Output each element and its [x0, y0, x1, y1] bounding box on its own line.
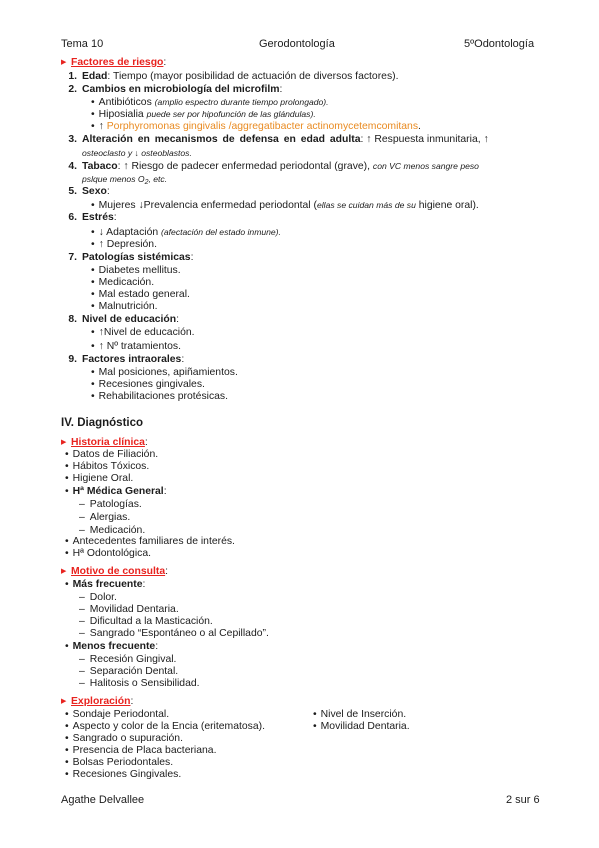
estres-2: • ↑ Depresión.	[91, 239, 157, 252]
hist-3: • Higiene Oral.	[65, 473, 133, 486]
exploracion-title-line: ▶ Exploración:	[61, 696, 134, 707]
pat-2: • Medicación.	[91, 277, 154, 290]
menos-1: – Recesión Gingival.	[79, 654, 176, 667]
risk-item-9: 9. Factores intraorales:	[68, 354, 185, 365]
risk-item-7: 7. Patologías sistémicas:	[68, 252, 194, 263]
bullet-icon: ▶	[61, 439, 67, 446]
pat-1: • Diabetes mellitus.	[91, 265, 181, 278]
pat-3: • Mal estado general.	[91, 289, 190, 302]
micro-2: • Hiposialia puede ser por hipofunción de las glándulas).	[91, 108, 316, 122]
defense-line2: osteoclasto y ↓ osteoblastos.	[82, 148, 192, 158]
expl-6: • Recesiones Gingivales.	[65, 769, 181, 782]
header-left: Tema 10	[61, 38, 104, 50]
intra-3: • Rehabilitaciones protésicas.	[91, 391, 228, 404]
risk-item-6: 6. Estrés:	[68, 212, 117, 223]
risk-item-8: 8. Nivel de educación:	[68, 314, 180, 325]
risk-item-5: 5. Sexo:	[68, 186, 110, 197]
historia-title-line: ▶ Historia clínica:	[61, 437, 148, 448]
hist-6: • Hª Odontológica.	[65, 548, 151, 561]
hist-2: • Hábitos Tóxicos.	[65, 461, 149, 474]
estres-1: • ↓ Adaptación (afectación del estado inmune).	[91, 226, 281, 240]
expl-r1: • Nivel de Inserción.	[313, 709, 406, 722]
bullet-icon: ▶	[61, 698, 67, 705]
colon: :	[163, 57, 167, 68]
sexo-1: • Mujeres ↓Prevalencia enfermedad periodontal (ellas se cuidan más de su higiene oral).	[91, 199, 479, 213]
hmg-1: – Patologías.	[79, 499, 142, 512]
hist-5: • Antecedentes familiares de interés.	[65, 536, 235, 549]
edu-2: • ↑ Nº tratamientos.	[91, 341, 181, 354]
mas-4: – Sangrado “Espontáneo o al Cepillado”.	[79, 628, 269, 641]
menos-3: – Halitosis o Sensibilidad.	[79, 678, 200, 691]
risk-item-1: 1. Edad: Tiempo (mayor posibilidad de actuación de diversos factores).	[68, 71, 399, 82]
expl-2: • Aspecto y color de la Encia (eritematosa).	[65, 721, 265, 734]
expl-5: • Bolsas Periodontales.	[65, 757, 173, 770]
pat-4: • Malnutrición.	[91, 301, 158, 314]
header-right: 5ºOdontología	[464, 38, 535, 50]
bullet-icon: ▶	[61, 59, 67, 66]
risk-item-3: 3. Alteración en mecanismos de defensa en edad adulta: ↑ Respuesta inmunitaria, ↑	[68, 134, 489, 145]
diagnostico-heading: IV. Diagnóstico	[61, 417, 144, 429]
intra-1: • Mal posiciones, apiñamientos.	[91, 367, 238, 380]
risk-title-line	[61, 57, 166, 70]
micro-3: • ↑ Porphyromonas gingivalis /aggregatibacter actinomycetemcomitans.	[91, 121, 421, 134]
mas-1: – Dolor.	[79, 592, 117, 605]
expl-r2: • Movilidad Dentaria.	[313, 721, 410, 734]
risk-item-2: 2. Cambios en microbiología del microfilm:	[68, 84, 283, 95]
header-center: Gerodontología	[259, 38, 335, 50]
menos-2: – Separación Dental.	[79, 666, 178, 679]
expl-1: • Sondaje Periodontal.	[65, 709, 169, 722]
expl-3: • Sangrado o supuración.	[65, 733, 183, 746]
footer-page: 2 sur 6	[506, 794, 540, 806]
hmg-3: – Medicación.	[79, 525, 145, 538]
menos-frecuente: • Menos frecuente:	[65, 641, 158, 654]
intra-2: • Recesiones gingivales.	[91, 379, 205, 392]
footer-author: Agathe Delvallee	[61, 794, 145, 806]
tabaco-line2: pslque menos $O_2$, etc.	[82, 174, 168, 186]
motivo-title-line: ▶ Motivo de consulta:	[61, 566, 168, 577]
hist-4: • Hª Médica General:	[65, 486, 167, 499]
bullet-icon: ▶	[61, 568, 67, 575]
micro-1: • Antibióticos (amplio espectro durante tiempo prolongado).	[91, 96, 329, 110]
mas-frecuente: • Más frecuente:	[65, 579, 145, 592]
risk-item-4: 4. Tabaco: ↑ Riesgo de padecer enfermedad periodontal (grave), con VC menos sangre peso	[68, 161, 479, 172]
mas-3: – Dificultad a la Masticación.	[79, 616, 213, 629]
edu-1: • ↑Nivel de educación.	[91, 327, 195, 340]
mas-2: – Movilidad Dentaria.	[79, 604, 179, 617]
risk-title: Factores de riesgo	[71, 57, 164, 68]
expl-4: • Presencia de Placa bacteriana.	[65, 745, 216, 758]
hist-1: • Datos de Filiación.	[65, 449, 158, 462]
hmg-2: – Alergias.	[79, 512, 130, 525]
